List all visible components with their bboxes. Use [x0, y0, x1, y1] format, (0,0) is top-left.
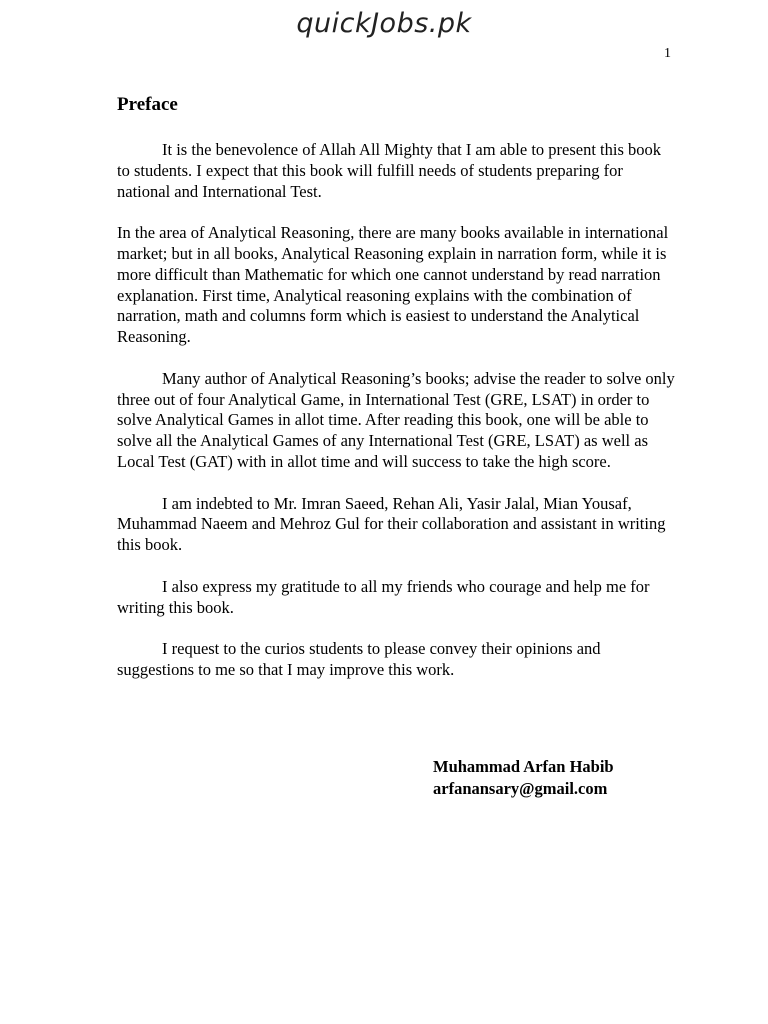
page-number: 1 — [664, 46, 671, 61]
author-email: arfanansary@gmail.com — [433, 779, 608, 798]
paragraph: I also express my gratitude to all my friends who courage and help me for writing this book. — [117, 576, 650, 617]
author-name: Muhammad Arfan Habib — [433, 757, 614, 776]
paragraph: In the area of Analytical Reasoning, there are many books available in international market; but in all books, Analytical Reasoning explain in narration form, while it is more difficult than Mathematic for which one cannot understand by read narration explanation. First time, Analytical reasoning explains with the combination of narration, math and columns form which is easiest to understand the Analytical Reasoning. — [117, 223, 669, 347]
watermark-logo: quickJobs.pk — [296, 8, 472, 39]
paragraph: I request to the curios students to please convey their opinions and suggestions to me so that I may improve this work. — [117, 639, 601, 679]
paragraph: Many author of Analytical Reasoning’s books; advise the reader to solve only three out of four Analytical Game, in International Test (GRE, LSAT) in order to solve Analytical Games in allot time. After reading this book, one will be able to solve all the Analytical Games of any International Test (GRE, LSAT) as well as Local Test (GAT) with in allot time and will success to take the high score. — [117, 368, 675, 471]
page-title: Preface — [117, 94, 178, 115]
paragraph: I am indebted to Mr. Imran Saeed, Rehan Ali, Yasir Jalal, Mian Yousaf, Muhammad Naeem and Mehroz Gul for their collaboration and assistant in writing this book. — [117, 493, 666, 555]
preface-body — [117, 140, 677, 702]
paragraph: It is the benevolence of Allah All Mighty that I am able to present this book to students. I expect that this book will fulfill needs of students preparing for national and International Test. — [117, 140, 662, 201]
signature-block — [433, 756, 614, 800]
